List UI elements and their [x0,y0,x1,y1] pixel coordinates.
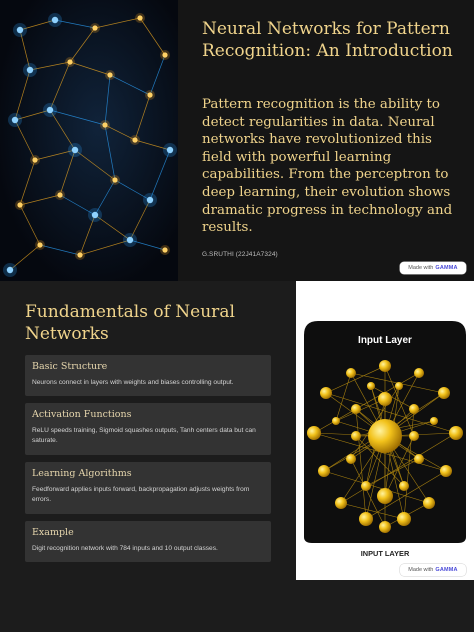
network-node [17,202,22,207]
slide-1-title: Neural Networks for Pattern Recognition: An Introduction [202,19,453,61]
slide-1 [0,0,474,281]
layer-node [320,387,332,399]
layer-node [438,387,450,399]
network-link [70,62,110,75]
input-layer-image [296,281,474,580]
network-link [60,150,75,195]
card-text: Feedforward applies inputs forward, backpropagation adjusts weights from errors. [32,486,250,503]
layer-node [359,512,373,526]
layer-node [399,481,409,491]
network-node [127,237,133,243]
card-text: ReLU speeds training, Sigmoid squashes outputs, Tanh centers data but can saturate. [32,427,256,444]
layer-node [440,465,452,477]
layer-node [361,481,371,491]
network-link [140,18,165,55]
network-link [20,205,40,245]
network-link [135,95,150,140]
layer-node [307,426,321,440]
card-text: Digit recognition network with 784 inputs and 10 output classes. [32,545,218,552]
card-title: Basic Structure [32,361,108,372]
network-link [150,150,170,200]
badge-prefix: Made with [408,567,434,573]
card-activation-functions [25,403,271,455]
input-layer-heading: Input Layer [358,335,412,346]
card-title: Activation Functions [32,409,132,420]
layer-node [351,431,361,441]
layer-node [409,431,419,441]
network-node [147,197,153,203]
layer-node [377,488,393,504]
layer-node [395,382,403,390]
network-node [57,192,62,197]
card-title: Learning Algorithms [32,468,132,479]
slide-2-title: Fundamentals of Neural Networks [25,302,235,344]
central-node [368,419,402,453]
network-link [105,125,135,140]
made-with-gamma-badge[interactable] [400,564,466,576]
network-node [52,17,58,23]
network-link [40,245,80,255]
network-link [105,75,110,125]
layer-node [332,417,340,425]
layer-node [318,465,330,477]
network-node [137,15,142,20]
network-node [67,59,72,64]
hero-network-graphic [0,0,178,281]
badge-brand: GAMMA [435,265,458,271]
card-learning-algorithms [25,462,271,514]
input-layer-caption: INPUT LAYER [360,549,410,558]
network-node [162,247,167,252]
input-layer-graphic [296,281,474,580]
card-title: Example [32,527,74,538]
network-node [92,212,98,218]
author-label: G.SRUTHI (22J41A7324) [202,251,278,258]
network-link [20,160,35,205]
network-link [105,125,115,180]
network-node [167,147,173,153]
card-example [25,521,271,562]
network-link [95,18,140,28]
layer-node [414,368,424,378]
layer-node [378,392,392,406]
network-node [7,267,13,273]
network-node [147,92,152,97]
layer-node [367,382,375,390]
network-node [27,67,33,73]
layer-node [414,454,424,464]
network-node [162,52,167,57]
network-node [47,107,53,113]
network-node [37,242,42,247]
layer-node [379,360,391,372]
network-node [92,25,97,30]
network-link [50,62,70,110]
layer-node [335,497,347,509]
network-link [15,70,30,120]
network-node [32,157,37,162]
layer-node [346,368,356,378]
layer-node [449,426,463,440]
slide-2 [0,281,474,580]
hero-network-image [0,0,178,281]
slide-1-body: Pattern recognition is the ability to detect regularities in data. Neural networks have revolutionized this field with powerful learning capabilities. From the perceptron to deep learning, their evolution shows dramatic progress in technology and results. [202,97,453,236]
network-link [20,195,60,205]
network-link [80,240,130,255]
network-node [77,252,82,257]
network-link [150,55,165,95]
layer-node [351,404,361,414]
layer-node [397,512,411,526]
network-node [12,117,18,123]
network-link [75,150,115,180]
network-node [112,177,117,182]
card-text: Neurons connect in layers with weights and biases controlling output. [32,379,234,386]
network-node [132,137,137,142]
network-link [70,28,95,62]
layer-node [346,454,356,464]
network-node [72,147,78,153]
card-basic-structure [25,355,271,396]
badge-brand: GAMMA [435,567,458,573]
layer-node [379,521,391,533]
network-node [17,27,23,33]
layer-node [430,417,438,425]
made-with-gamma-badge[interactable] [400,262,466,274]
network-link [110,75,150,95]
layer-node [409,404,419,414]
network-node [107,72,112,77]
badge-prefix: Made with [408,265,434,271]
page-bottom-space [0,580,474,632]
network-node [102,122,107,127]
layer-node [423,497,435,509]
